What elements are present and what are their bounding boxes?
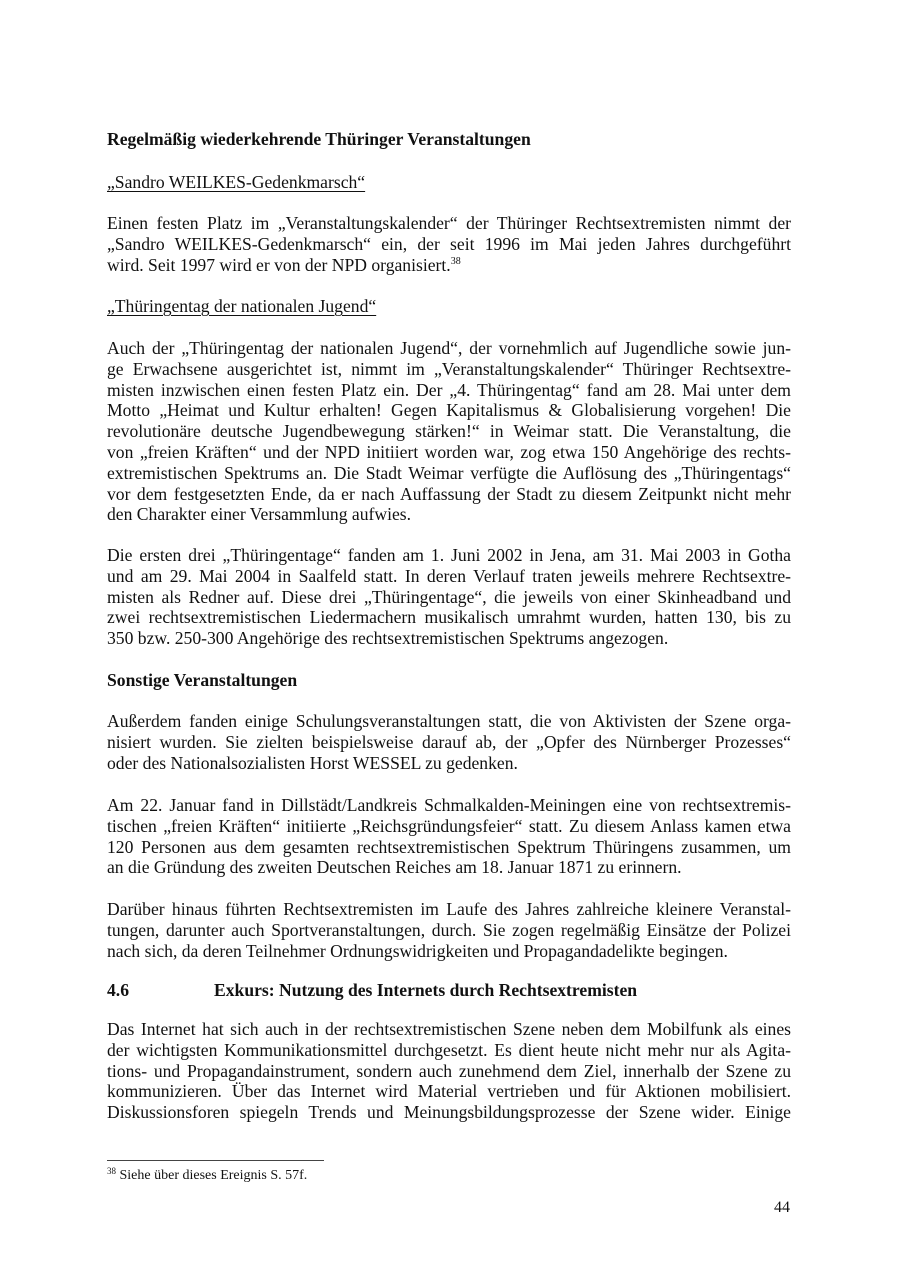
text-line: Das Internet hat sich auch in der rechtsextremistischen Szene neben dem Mobilfunk als eines xyxy=(107,1019,791,1039)
subheading-weilkes: „Sandro WEILKES-Gedenkmarsch“ xyxy=(107,172,366,192)
text-line: den Charakter einer Versammlung aufwies. xyxy=(107,504,412,525)
text-line: 120 Personen aus dem gesamten rechtsextremistischen Spektrum Thüringens zusammen, um xyxy=(107,836,791,857)
text-line: von „freien Kräften“ und der NPD initiiert worden war, zog etwa 150 Angehörige des rechts- xyxy=(107,441,791,462)
text-line: Außerdem fanden einige Schulungsveranstaltungen statt, die von Aktivisten der Szene orga- xyxy=(107,711,791,731)
footnote-text: Siehe über dieses Ereignis S. 57f. xyxy=(119,1168,308,1183)
section-number: 4.6 xyxy=(107,980,129,1000)
section-heading-4-6 xyxy=(107,980,791,1001)
text-line: tions- und Propagandainstrument, sondern auch zunehmend dem Ziel, innerhalb der Szene zu xyxy=(107,1060,791,1081)
footnote-divider xyxy=(107,1160,324,1161)
section-heading: Regelmäßig wiederkehrende Thüringer Veranstaltungen xyxy=(107,129,531,149)
text-line: revolutionäre deutsche Jugendbewegung stärken!“ in Weimar statt. Die Veranstaltung, die xyxy=(107,421,791,442)
text-line: extremistischen Spektrums an. Die Stadt Weimar verfügte die Auflösung des „Thüringentags“ xyxy=(107,462,791,483)
text-line: „Sandro WEILKES-Gedenkmarsch“ ein, der seit 1996 im Mai jeden Jahres durchgeführt xyxy=(107,233,791,254)
text-line: wird. Seit 1997 wird er von der NPD organisiert.$^{38}$ xyxy=(107,254,461,275)
subheading-thueringentag: „Thüringentag der nationalen Jugend“ xyxy=(107,296,377,316)
paragraph-thueringentag-2 xyxy=(107,545,791,649)
text-line: an die Gründung des zweiten Deutschen Reiches am 18. Januar 1871 zu erinnern. xyxy=(107,857,682,878)
text-line: Am 22. Januar fand in Dillstädt/Landkreis Schmalkalden-Meiningen eine von rechtsextremis- xyxy=(107,795,791,815)
text-line: Auch der „Thüringentag der nationalen Jugend“, der vornehmlich auf Jugendliche sowie jun- xyxy=(107,338,791,358)
text-line: zwei rechtsextremistischen Liedermachern musikalisch umrahmt wurden, hatten 130, bis zu xyxy=(107,607,791,628)
text-line: der wichtigsten Kommunikationsmittel durchgesetzt. Es dient heute nicht mehr nur als Agita- xyxy=(107,1039,791,1060)
text-line: tischen „freien Kräften“ initiierte „Reichsgründungsfeier“ statt. Zu diesem Anlass kamen etwa xyxy=(107,815,791,836)
text-line: Die ersten drei „Thüringentage“ fanden am 1. Juni 2002 in Jena, am 31. Mai 2003 in Gotha xyxy=(107,545,791,565)
text-line: ge Erwachsene ausgerichtet ist, nimmt im „Veranstaltungskalender“ Thüringer Rechtsextre- xyxy=(107,358,791,379)
paragraph-thueringentag-1 xyxy=(107,338,791,525)
subheading-sonstige: Sonstige Veranstaltungen xyxy=(107,670,298,690)
page-number: 44 xyxy=(774,1199,790,1216)
text-line: 350 bzw. 250-300 Angehörige des rechtsextremistischen Spektrums angezogen. xyxy=(107,628,669,649)
paragraph-weilkes xyxy=(107,213,791,275)
text-line: misten als Redner auf. Diese drei „Thüringentage“, die jeweils von einer Skinheadband und xyxy=(107,586,791,607)
paragraph-sonstige-3 xyxy=(107,899,791,961)
footnote xyxy=(107,1168,307,1184)
text-line: kommunizieren. Über das Internet wird Material vertrieben und für Aktionen mobilisiert. xyxy=(107,1081,791,1102)
text-line: vor dem festgesetzten Ende, da er nach Auffassung der Stadt zu diesem Zeitpunkt nicht mehr xyxy=(107,483,791,504)
section-title: Exkurs: Nutzung des Internets durch Rechtsextremisten xyxy=(214,980,638,1000)
text-line: Einen festen Platz im „Veranstaltungskalender“ der Thüringer Rechtsextremisten nimmt der xyxy=(107,213,791,233)
text-line: Motto „Heimat und Kultur erhalten! Gegen Kapitalismus & Globalisierung vorgehen! Die xyxy=(107,400,791,421)
paragraph-internet xyxy=(107,1019,791,1123)
footnote-number: 38 xyxy=(107,1166,116,1176)
text-line: und am 29. Mai 2004 in Saalfeld statt. In deren Verlauf traten jeweils mehrere Rechtsextre- xyxy=(107,565,791,586)
text-line: nisiert wurden. Sie zielten beispielsweise darauf ab, der „Opfer des Nürnberger Prozesses“ xyxy=(107,731,791,752)
text-line: tungen, darunter auch Sportveranstaltungen, durch. Sie zogen regelmäßig Einsätze der Polizei xyxy=(107,919,791,940)
paragraph-sonstige-1 xyxy=(107,711,791,773)
text-line: misten inzwischen einen festen Platz ein. Der „4. Thüringentag“ fand am 28. Mai unter dem xyxy=(107,379,791,400)
paragraph-sonstige-2 xyxy=(107,795,791,878)
text-line: Darüber hinaus führten Rechtsextremisten im Laufe des Jahres zahlreiche kleinere Veranstal- xyxy=(107,899,791,919)
text-line: oder des Nationalsozialisten Horst WESSEL zu gedenken. xyxy=(107,752,518,773)
text-line: nach sich, da deren Teilnehmer Ordnungswidrigkeiten und Propagandadelikte begingen. xyxy=(107,940,728,961)
footnote-ref: 38 xyxy=(450,255,461,267)
text-line: Diskussionsforen spiegeln Trends und Meinungsbildungsprozesse der Szene wider. Einige xyxy=(107,1102,791,1123)
